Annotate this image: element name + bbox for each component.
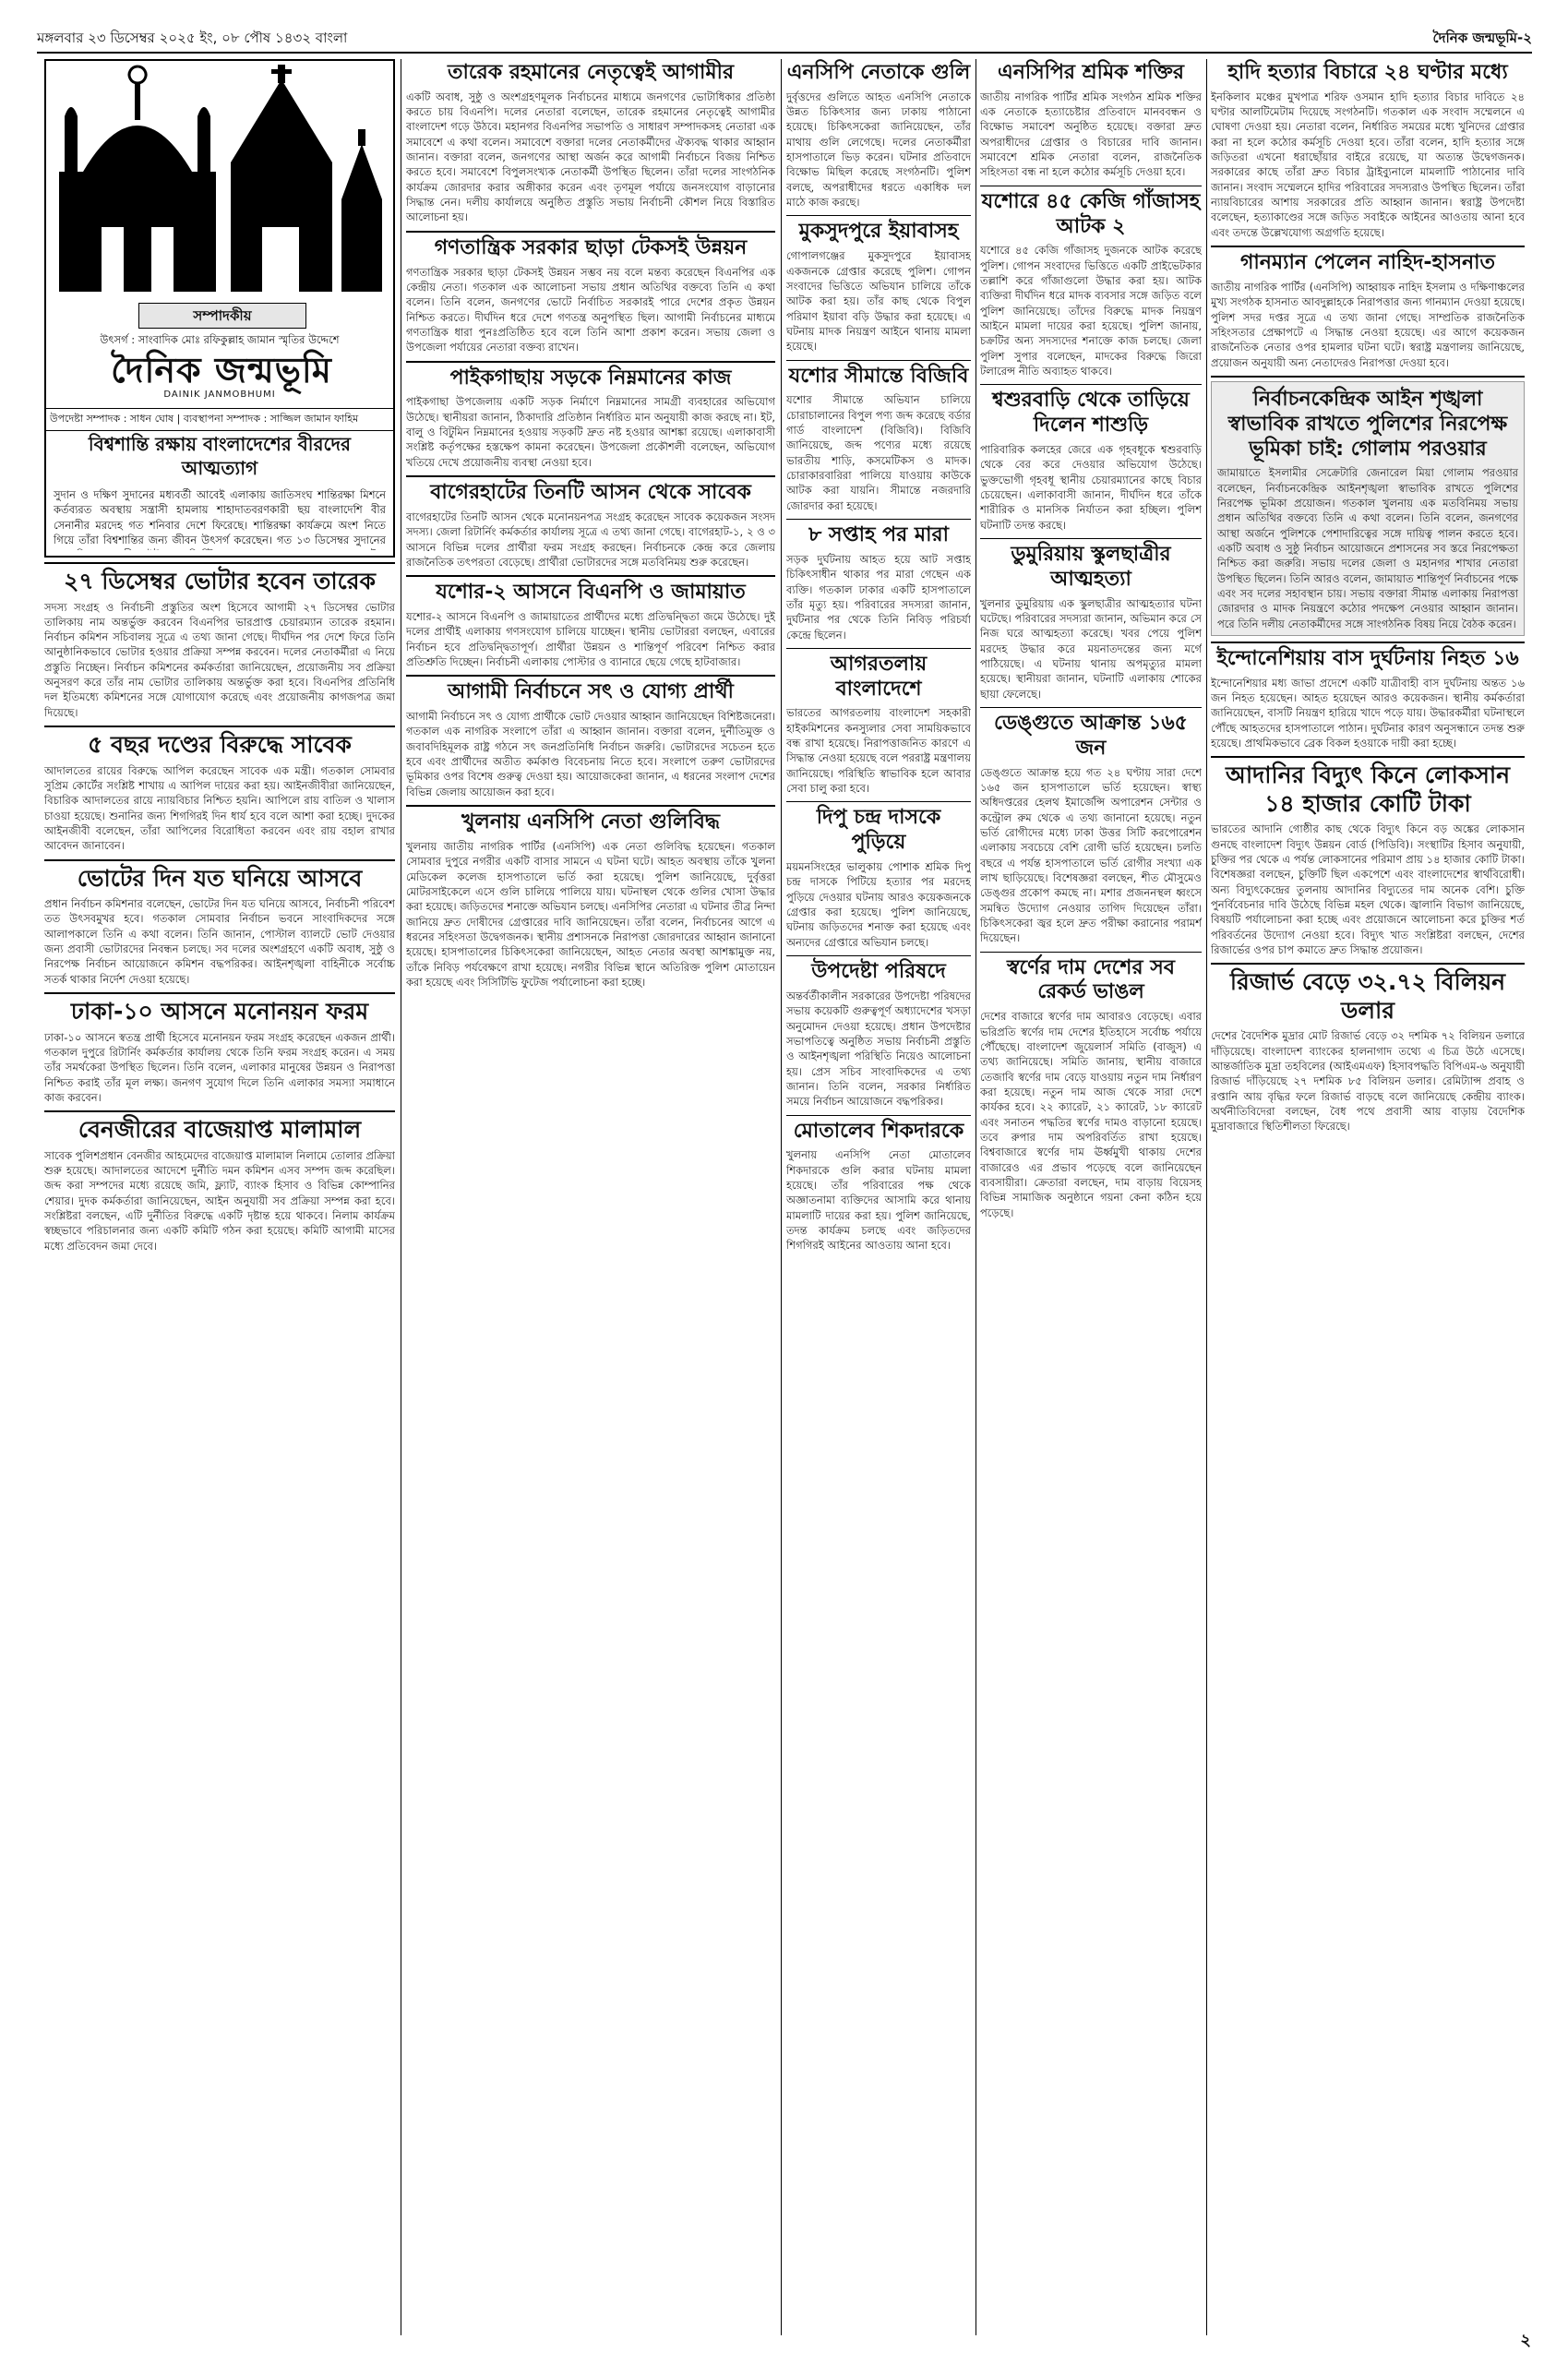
- article-headline: মুকসুদপুরে ইয়াবাসহ: [798, 220, 959, 244]
- article-advisors: [786, 960, 971, 1109]
- article-hadi: [1211, 61, 1525, 240]
- article-body: ভারতের আগরতলায় বাংলাদেশ সহকারী হাইকমিশনের কনস্যুলার সেবা সাময়িকভাবে বন্ধ রাখা হয়েছে। নিরাপত্তাজনিত কারণে এ সিদ্ধান্ত নেওয়া হয়েছে বলে পররাষ্ট্র মন্ত্রণালয় জানিয়েছে। পরিস্থিতি স্বাভাবিক হলে আবার সেবা চালু করা হবে।: [786, 706, 971, 796]
- article-benazir: [44, 1116, 395, 1253]
- section-rule: [406, 575, 775, 577]
- article-body: ময়মনসিংহের ভালুকায় পোশাক শ্রমিক দিপু চন্দ্র দাসকে পিটিয়ে হত্যার পর মরদেহ পুড়িয়ে দেওয়ার ঘটনায় আরও কয়েকজনকে গ্রেপ্তার করা হয়েছে। পুলিশ জানিয়েছে, ঘটনায় জড়িতদের শনাক্ত করা হয়েছে এবং অন্যদের গ্রেপ্তারে অভিযান চলছে।: [786, 860, 971, 949]
- article-headline: যশোরে ৪৫ কেজি গাঁজাসহ আটক ২: [981, 189, 1201, 238]
- article-body: প্রধান নির্বাচন কমিশনার বলেছেন, ভোটের দিন যত ঘনিয়ে আসবে, নির্বাচনী পরিবেশ তত উৎসবমুখর হবে। গতকাল সোমবার নির্বাচন ভবনে সাংবাদিকদের সঙ্গে আলাপকালে তিনি এ কথা বলেন। তিনি জানান, পোস্টাল ব্যালটে ভোট দেওয়ার জন্য প্রবাসী ভোটারদের নিবন্ধন চলছে। সব দলের অংশগ্রহণে একটি অবাধ, সুষ্ঠু ও নিরপেক্ষ নির্বাচন আয়োজনে কমিশন বদ্ধপরিকর। আইনশৃঙ্খলা বাহিনীকে সর্বোচ্চ সতর্ক থাকার নির্দেশ দেওয়া হয়েছে।: [44, 897, 395, 986]
- section-rule: [786, 215, 971, 216]
- editorial-title: বিশ্বশান্তি রক্ষায় বাংলাদেশের বীরদের আত্মত্যাগ: [88, 433, 352, 479]
- section-rule: [1211, 376, 1525, 378]
- article-body: ইনকিলাব মঞ্চের মুখপাত্র শরিফ ওসমান হাদি হত্যার বিচার দাবিতে ২৪ ঘণ্টার আলটিমেটাম দিয়েছে সংগঠনটি। গতকাল এক সংবাদ সম্মেলনে এ ঘোষণা দেওয়া হয়। নেতারা বলেন, নির্ধারিত সময়ের মধ্যে খুনিদের গ্রেপ্তার করা না হলে কঠোর কর্মসূচি দেওয়া হবে। তাঁরা বলেন, হাদি হত্যার সঙ্গে জড়িতরা এখনো ধরাছোঁয়ার বাইরে রয়েছে, যা অত্যন্ত উদ্বেগজনক। সরকারের কাছে তাঁরা দ্রুত বিচার ট্রাইব্যুনালে মামলাটি পাঠানোর দাবি জানান। সংবাদ সম্মেলনে হাদির পরিবারের সদস্যরাও উপস্থিত ছিলেন। তাঁরা ন্যায়বিচারের আশায় সরকারের প্রতি আহ্বান জানান। স্বরাষ্ট্র উপদেষ্টা বলেছেন, হত্যাকাণ্ডের সঙ্গে জড়িত সবাইকে আইনের আওতায় আনা হবে এবং তদন্তে উল্লেখযোগ্য অগ্রগতি হয়েছে।: [1211, 90, 1525, 239]
- section-rule: [406, 475, 775, 477]
- section-rule: [406, 231, 775, 233]
- article-headline: আগামী নির্বাচনে সৎ ও যোগ্য প্রার্থী: [448, 680, 734, 704]
- article-jessore-bgb: [786, 365, 971, 513]
- article-ganaman: [1211, 251, 1525, 370]
- article-headline: তারেক রহমানের নেতৃত্বেই আগামীর: [447, 61, 735, 84]
- article-adani: [1211, 762, 1525, 957]
- section-rule: [44, 859, 395, 861]
- page-header: [37, 28, 1532, 46]
- article-body: জামায়াতে ইসলামীর সেক্রেটারি জেনারেল মিয়া গোলাম পরওয়ার বলেছেন, নির্বাচনকেন্দ্রিক আইনশৃঙ্খলা স্বাভাবিক রাখতে পুলিশের নিরপেক্ষ ভূমিকা প্রয়োজন। গতকাল খুলনায় এক মতবিনিময় সভায় প্রধান অতিথির বক্তব্যে তিনি এ কথা বলেন। তিনি বলেন, জনগণের আস্থা অর্জনে পুলিশকে পেশাদারিত্বের সঙ্গে দায়িত্ব পালন করতে হবে। একটি অবাধ ও সুষ্ঠু নির্বাচন আয়োজনে প্রশাসনের সব স্তরে নিরপেক্ষতা নিশ্চিত করা জরুরি। সভায় দলের জেলা ও মহানগর শাখার নেতারা উপস্থিত ছিলেন। তিনি আরও বলেন, জামায়াত শান্তিপূর্ণ নির্বাচনের পক্ষে এবং সব দলের সহাবস্থান চায়। সভায় বক্তারা সীমান্ত এলাকায় নিরাপত্তা জোরদার ও মাদক নিয়ন্ত্রণে কঠোর পদক্ষেপ নেওয়ার আহ্বান জানান। পরে তিনি দলীয় নেতাকর্মীদের সঙ্গে সাংগঠনিক বিষয় নিয়ে বৈঠক করেন।: [1217, 466, 1518, 630]
- article-headline: এনসিপির শ্রমিক শক্তির: [997, 61, 1185, 84]
- article-indonesia: [1211, 647, 1525, 750]
- article-headline: শ্বশুরবাড়ি থেকে তাড়িয়ে দিলেন শাশুড়ি: [992, 389, 1190, 438]
- article-tarek-vote: [44, 568, 395, 720]
- article-headline: খুলনায় এনসিপি নেতা গুলিবিদ্ধ: [461, 810, 721, 834]
- editorial-body: সুদান ও দক্ষিণ সুদানের মধ্যবর্তী আবেই এলাকায় জাতিসংঘ শান্তিরক্ষা মিশনে কর্তব্যরত অবস্থায় সন্ত্রাসী হামলায় শাহাদাতবরণকারী ছয় বাংলাদেশি বীর সেনানীর মরদেহ গত শনিবার দেশে ফিরেছে। শান্তিরক্ষা কার্যক্রমে অংশ নিতে গিয়ে তাঁরা বিশ্বশান্তির জন্য জীবন উৎসর্গ করেছেন। গত ১৩ ডিসেম্বর সুদানের: [54, 488, 386, 546]
- article-headline: আগরতলায় বাংলাদেশে: [830, 652, 928, 701]
- article-headline: পাইকগাছায় সড়কে নিম্নমানের কাজ: [449, 366, 732, 390]
- article-body: আদালতের রায়ের বিরুদ্ধে আপিল করেছেন সাবেক এক মন্ত্রী। গতকাল সোমবার সুপ্রিম কোর্টের সংশ্লিষ্ট শাখায় এ আপিল দায়ের করা হয়। আইনজীবীরা জানিয়েছেন, বিচারিক আদালতের রায়ে ন্যায়বিচার নিশ্চিত হয়নি। আপিলে রায় বাতিল ও খালাস চাওয়া হয়েছে। শুনানির জন্য শিগগিরই দিন ধার্য হবে বলে আশা করা হচ্ছে। দুদকের আইনজীবী বলেছেন, তাঁরা আপিলের বিরোধিতা করবেন এবং রায় বহাল রাখার আবেদন জানাবেন।: [44, 763, 395, 853]
- article-body: আগামী নির্বাচনে সৎ ও যোগ্য প্রার্থীকে ভোট দেওয়ার আহ্বান জানিয়েছেন বিশিষ্টজনেরা। গতকাল এক নাগরিক সংলাপে তাঁরা এ আহ্বান জানান। বক্তারা বলেন, দুর্নীতিমুক্ত ও জবাবদিহিমূলক রাষ্ট্র গঠনে সৎ জনপ্রতিনিধি নির্বাচন জরুরি। ভোটারদের সচেতন হতে হবে এবং প্রার্থীদের অতীত কর্মকাণ্ড বিবেচনায় নিতে হবে। সংলাপে তরুণ ভোটারদের ভূমিকার ওপর বিশেষ গুরুত্ব দেওয়া হয়। আয়োজকেরা জানান, এ ধরনের সংলাপ দেশের বিভিন্ন জেলায় আয়োজন করা হবে।: [406, 710, 775, 798]
- article-dumuria: [980, 543, 1202, 702]
- article-body: দেশের বাজারে স্বর্ণের দাম আবারও বেড়েছে। এবার ভরিপ্রতি স্বর্ণের দাম দেশের ইতিহাসে সর্বোচ্চ পর্যায়ে পৌঁছেছে। বাংলাদেশ জুয়েলার্স সমিতি (বাজুস) এ তথ্য জানিয়েছে। সমিতি জানায়, স্থানীয় বাজারে তেজাবি স্বর্ণের দাম বেড়ে যাওয়ায় নতুন দাম নির্ধারণ করা হয়েছে। নতুন দাম আজ থেকে সারা দেশে কার্যকর হবে। ২২ ক্যারেট, ২১ ক্যারেট, ১৮ ক্যারেট এবং সনাতন পদ্ধতির স্বর্ণের দামও বাড়ানো হয়েছে। তবে রুপার দাম অপরিবর্তিত রাখা হয়েছে। বিশ্ববাজারে স্বর্ণের দাম ঊর্ধ্বমুখী থাকায় দেশের বাজারেও এর প্রভাব পড়েছে বলে জানিয়েছেন ব্যবসায়ীরা। ক্রেতারা বলছেন, দাম বাড়ায় বিয়েসহ বিভিন্ন সামাজিক অনুষ্ঠানে গয়না কেনা কঠিন হয়ে পড়েছে।: [980, 1010, 1202, 1219]
- article-headline: বেনজীরের বাজেয়াপ্ত মালামাল: [78, 1116, 362, 1144]
- section-rule: [786, 955, 971, 956]
- section-rule: [786, 648, 971, 649]
- article-headline: উপদেষ্টা পরিষদে: [811, 960, 946, 984]
- article-tarek-leader: [406, 61, 775, 225]
- article-headline: ডেঙ্গুতে আক্রান্ত ১৬৫ জন: [994, 711, 1188, 760]
- article-headline: গণতান্ত্রিক সরকার ছাড়া টেকসই উন্নয়ন: [434, 235, 748, 259]
- article-body: পারিবারিক কলহের জেরে এক গৃহবধূকে শ্বশুরবাড়ি থেকে বের করে দেওয়ার অভিযোগ উঠেছে। ভুক্তভোগী গৃহবধূ স্থানীয় চেয়ারম্যানের কাছে বিচার চেয়েছেন। এলাকাবাসী জানান, দীর্ঘদিন ধরে তাঁকে শারীরিক ও মানসিক নির্যাতন করা হচ্ছিল। পুলিশ ঘটনাটি তদন্ত করছে।: [980, 443, 1202, 532]
- article-body: খুলনার ডুমুরিয়ায় এক স্কুলছাত্রীর আত্মহত্যার ঘটনা ঘটেছে। পরিবারের সদস্যরা জানান, অভিমান করে সে নিজ ঘরে আত্মহত্যা করেছে। খবর পেয়ে পুলিশ মরদেহ উদ্ধার করে ময়নাতদন্তের জন্য মর্গে পাঠিয়েছে। এ ঘটনায় থানায় অপমৃত্যুর মামলা হয়েছে। স্থানীয়রা জানান, ঘটনাটি এলাকায় শোকের ছায়া ফেলেছে।: [980, 596, 1202, 701]
- article-body: যশোর-২ আসনে বিএনপি ও জামায়াতের প্রার্থীদের মধ্যে প্রতিদ্বন্দ্বিতা জমে উঠেছে। দুই দলের প্রার্থীই এলাকায় গণসংযোগ চালিয়ে যাচ্ছেন। স্থানীয় ভোটাররা বলছেন, এবারের নির্বাচন হবে প্রতিদ্বন্দ্বিতাপূর্ণ। প্রার্থীরা উন্নয়ন ও শান্তিপূর্ণ পরিবেশ নিশ্চিত করার প্রতিশ্রুতি দিচ্ছেন। নির্বাচনী এলাকায় পোস্টার ও ব্যানারে ছেয়ে গেছে হাটবাজার।: [406, 610, 775, 668]
- article-body: ইন্দোনেশিয়ার মধ্য জাভা প্রদেশে একটি যাত্রীবাহী বাস দুর্ঘটনায় অন্তত ১৬ জন নিহত হয়েছেন। আহত হয়েছেন আরও কয়েকজন। স্থানীয় কর্মকর্তারা জানিয়েছেন, বাসটি নিয়ন্ত্রণ হারিয়ে খাদে পড়ে যায়। উদ্ধারকর্মীরা ঘটনাস্থলে পৌঁছে আহতদের হাসপাতালে পাঠান। দুর্ঘটনার কারণ অনুসন্ধানে তদন্ত শুরু হয়েছে। প্রাথমিকভাবে ব্রেক বিকল হওয়াকে দায়ী করা হচ্ছে।: [1211, 676, 1525, 750]
- article-body: বাগেরহাটের তিনটি আসন থেকে মনোনয়নপত্র সংগ্রহ করেছেন সাবেক কয়েকজন সংসদ সদস্য। জেলা রিটার্নিং কর্মকর্তার কার্যালয় সূত্রে এ তথ্য জানা গেছে। বাগেরহাট-১, ২ ও ৩ আসনে বিভিন্ন দলের প্রার্থীরা ফরম সংগ্রহ করছেন। নির্বাচনকে কেন্দ্র করে জেলায় রাজনৈতিক তৎপরতা বেড়েছে। প্রার্থীরা ভোটারদের সঙ্গে মতবিনিময় শুরু করেছেন।: [406, 510, 775, 569]
- section-rule: [406, 361, 775, 363]
- article-ncp-shot: [786, 61, 971, 210]
- article-bhola-death: [980, 389, 1202, 533]
- section-rule: [786, 519, 971, 520]
- article-headline: ঢাকা-১০ আসনে মনোনয়ন ফরম: [70, 998, 369, 1026]
- section-rule: [980, 384, 1202, 385]
- article-motaleb: [786, 1120, 971, 1253]
- article-bagerhat: [406, 481, 775, 570]
- article-body: গোপালগঞ্জের মুকসুদপুরে ইয়াবাসহ একজনকে গ্রেপ্তার করেছে পুলিশ। গোপন সংবাদের ভিত্তিতে অভিযান চালিয়ে তাঁকে আটক করা হয়। তাঁর কাছ থেকে বিপুল পরিমাণ ইয়াবা বড়ি উদ্ধার করা হয়েছে। এ ঘটনায় মাদক নিয়ন্ত্রণ আইনে থানায় মামলা হয়েছে।: [786, 249, 971, 354]
- masthead-english: DAINIK JANMOBHUMI: [163, 390, 276, 400]
- article-body: দুর্বৃত্তদের গুলিতে আহত এনসিপি নেতাকে উন্নত চিকিৎসার জন্য ঢাকায় পাঠানো হয়েছে। চিকিৎসকেরা জানিয়েছেন, তাঁর মাথায় গুলি লেগেছে। দলের নেতাকর্মীরা হাসপাতালে ভিড় করেন। ঘটনার প্রতিবাদে বিক্ষোভ মিছিল করেছে সংগঠনটি। পুলিশ বলছে, অপরাধীদের ধরতে একাধিক দল মাঠে কাজ করছে।: [786, 90, 971, 210]
- column-1: [44, 59, 395, 2335]
- article-democracy: [406, 236, 775, 355]
- section-rule: [1211, 963, 1525, 965]
- column-5: [1211, 59, 1525, 2335]
- article-dengue: [980, 712, 1202, 946]
- article-honest-candidate: [406, 680, 775, 799]
- article-headline: নির্বাচনকেন্দ্রিক আইন শৃঙ্খলা স্বাভাবিক রাখতে পুলিশের নিরপেক্ষ ভূমিকা চাই: গোলাম পরওয়ার: [1227, 387, 1508, 461]
- section-rule: [44, 992, 395, 994]
- issue-date: মঙ্গলবার ২৩ ডিসেম্বর ২০২৫ ইং, ০৮ পৌষ ১৪৩২ বাংলা: [37, 30, 348, 46]
- article-headline: দিপু চন্দ্র দাসকে পুড়িয়ে: [816, 806, 941, 855]
- section-rule: [44, 562, 395, 564]
- article-headline: গানম্যান পেলেন নাহিদ-হাসনাত: [1239, 251, 1496, 275]
- article-body: ডেঙ্গুতে আক্রান্ত হয়ে গত ২৪ ঘণ্টায় সারা দেশে ১৬৫ জন হাসপাতালে ভর্তি হয়েছেন। স্বাস্থ্য অধিদপ্তরের হেলথ ইমার্জেন্সি অপারেশন সেন্টার ও কন্ট্রোল রুম থেকে এ তথ্য জানানো হয়েছে। নতুন ভর্তি রোগীদের মধ্যে ঢাকা উত্তর সিটি করপোরেশন এলাকায় সবচেয়ে বেশি রোগী ভর্তি হয়েছেন। চলতি বছরে এ পর্যন্ত হাসপাতালে ভর্তি রোগীর সংখ্যা এক লাখ ছাড়িয়েছে। বিশেষজ্ঞরা বলছেন, শীত মৌসুমেও ডেঙ্গুর প্রকোপ কমছে না। মশার প্রজননস্থল ধ্বংসে সমন্বিত উদ্যোগ নেওয়ার তাগিদ দিয়েছেন তাঁরা। চিকিৎসকেরা জ্বর হলে দ্রুত পরীক্ষা করানোর পরামর্শ দিয়েছেন।: [980, 765, 1202, 945]
- masthead-title: দৈনিক জন্মভূমি: [111, 349, 332, 390]
- section-rule: [44, 1110, 395, 1112]
- article-body: গণতান্ত্রিক সরকার ছাড়া টেকসই উন্নয়ন সম্ভব নয় বলে মন্তব্য করেছেন বিএনপির এক কেন্দ্রীয় নেতা। গতকাল এক আলোচনা সভায় প্রধান অতিথির বক্তব্যে তিনি এ কথা বলেন। তিনি বলেন, জনগণের ভোটে নির্বাচিত সরকারই পারে দেশের প্রকৃত উন্নয়ন নিশ্চিত করতে। দীর্ঘদিন ধরে দেশে গণতন্ত্র অনুপস্থিত ছিল। আগামী নির্বাচনের মাধ্যমে গণতান্ত্রিক ধারা পুনঃপ্রতিষ্ঠিত হবে বলে তিনি আশা প্রকাশ করেন। সভায় জেলা ও উপজেলা পর্যায়ের নেতারা বক্তব্য রাখেন।: [406, 265, 775, 354]
- article-headline: স্বর্ণের দাম দেশের সব রেকর্ড ভাঙল: [1007, 955, 1175, 1004]
- article-agartala: [786, 653, 971, 797]
- article-paikgachha: [406, 366, 775, 470]
- section-rule: [980, 952, 1202, 953]
- column-divider: [781, 59, 782, 2335]
- article-headline: ৫ বছর দণ্ডের বিরুদ্ধে সাবেক: [88, 731, 352, 759]
- section-rule: [980, 538, 1202, 539]
- article-dhaka10: [44, 998, 395, 1105]
- article-headline: ৮ সপ্তাহ পর মারা: [808, 523, 949, 547]
- article-body: পাইকগাছা উপজেলায় একটি সড়ক নির্মাণে নিম্নমানের সামগ্রী ব্যবহারের অভিযোগ উঠেছে। স্থানীয়রা জানান, ঠিকাদারি প্রতিষ্ঠান নির্ধারিত মান অনুযায়ী কাজ করছে না। ইট, বালু ও বিটুমিন নিম্নমানের হওয়ায় সড়কটি দ্রুত নষ্ট হওয়ার আশঙ্কা রয়েছে। এলাকাবাসী সংশ্লিষ্ট কর্তৃপক্ষের হস্তক্ষেপ কামনা করেছেন। উপজেলা প্রকৌশলী বলেছেন, অভিযোগ খতিয়ে দেখে প্রয়োজনীয় ব্যবস্থা নেওয়া হবে।: [406, 395, 775, 469]
- article-headline: ২৭ ডিসেম্বর ভোটার হবেন তারেক: [64, 568, 376, 594]
- article-police-role: [1211, 381, 1525, 636]
- section-rule: [980, 707, 1202, 708]
- section-rule: [44, 726, 395, 727]
- article-headline: এনসিপি নেতাকে গুলি: [786, 61, 971, 84]
- article-eight-weeks: [786, 523, 971, 642]
- article-body: ভারতের আদানি গোষ্ঠীর কাছ থেকে বিদ্যুৎ কিনে বড় অঙ্কের লোকসান গুনছে বাংলাদেশ বিদ্যুৎ উন্নয়ন বোর্ড (পিডিবি)। সংস্থাটির হিসাব অনুযায়ী, চুক্তির পর থেকে এ পর্যন্ত লোকসানের পরিমাণ প্রায় ১৪ হাজার কোটি টাকা। বিশেষজ্ঞরা বলছেন, চুক্তিটি ছিল একপেশে এবং বাংলাদেশের স্বার্থবিরোধী। অন্য বিদ্যুৎকেন্দ্রের তুলনায় আদানির বিদ্যুতের দাম অনেক বেশি। চুক্তি পুনর্বিবেচনার দাবি উঠেছে বিভিন্ন মহল থেকে। জ্বালানি বিভাগ জানিয়েছে, বিষয়টি পর্যালোচনা করা হচ্ছে এবং প্রয়োজনে আলোচনা করে চুক্তির শর্ত পরিবর্তনের উদ্যোগ নেওয়া হবে। বিদ্যুৎ খাত সংশ্লিষ্টরা বলছেন, দেশের রিজার্ভের ওপর চাপ কমাতে দ্রুত সিদ্ধান্ত প্রয়োজন।: [1211, 822, 1525, 957]
- editorial-staff: উপদেষ্টা সম্পাদক : সাধন ঘোষ | ব্যবস্থাপনা সম্পাদক : সাজ্জিল জামান ফাহিম: [46, 408, 393, 431]
- paper-name-page: দৈনিক জন্মভূমি-২: [1432, 30, 1532, 46]
- section-rule: [786, 360, 971, 361]
- editorial-box: [44, 59, 395, 558]
- article-khulna-ncp: [406, 810, 775, 990]
- article-body: খুলনায় এনসিপি নেতা মোতালেব শিকদারকে গুলি করার ঘটনায় মামলা হয়েছে। তাঁর পরিবারের পক্ষ থেকে অজ্ঞাতনামা ব্যক্তিদের আসামি করে থানায় মামলাটি দায়ের করা হয়। পুলিশ জানিয়েছে, তদন্ত কার্যক্রম চলছে এবং জড়িতদের শিগগিরই আইনের আওতায় আনা হবে।: [786, 1148, 971, 1253]
- section-rule: [786, 801, 971, 802]
- column-3: [786, 59, 971, 2335]
- article-headline: ভোটের দিন যত ঘনিয়ে আসবে: [77, 864, 363, 892]
- article-body: সাবেক পুলিশপ্রধান বেনজীর আহমেদের বাজেয়াপ্ত মালামাল নিলামে তোলার প্রক্রিয়া শুরু হয়েছে। আদালতের আদেশে দুর্নীতি দমন কমিশন এসব সম্পদ জব্দ করেছিল। জব্দ করা সম্পদের মধ্যে রয়েছে জমি, ফ্ল্যাট, ব্যাংক হিসাব ও বিভিন্ন কোম্পানির শেয়ার। দুদক কর্মকর্তারা জানিয়েছেন, আইন অনুযায়ী সব প্রক্রিয়া সম্পন্ন করা হবে। সংশ্লিষ্টরা বলছেন, এটি দুর্নীতির বিরুদ্ধে একটি দৃষ্টান্ত হয়ে থাকবে। নিলাম কার্যক্রম স্বচ্ছভাবে পরিচালনার জন্য একটি কমিটি গঠন করা হয়েছে। কমিটি আগামী মাসের মধ্যে প্রতিবেদন জমা দেবে।: [44, 1148, 395, 1253]
- section-rule: [1211, 246, 1525, 247]
- editorial-label: সম্পাদকীয়: [138, 303, 306, 329]
- article-body: একটি অবাধ, সুষ্ঠু ও অংশগ্রহণমূলক নির্বাচনের মাধ্যমে জনগণের ভোটাধিকার প্রতিষ্ঠা করতে চায় বিএনপি। দলের নেতারা বলেছেন, তারেক রহমানের নেতৃত্বেই আগামীর বাংলাদেশ গড়ে উঠবে। মহানগর বিএনপির সভাপতি ও সাধারণ সম্পাদকসহ নেতারা এক সমাবেশে এ কথা বলেন। সমাবেশে বক্তারা দলের নেতাকর্মীদের ঐক্যবদ্ধ থাকার আহ্বান জানান। বক্তারা বলেন, জনগণের আস্থা অর্জন করে আগামী নির্বাচনে বিজয় নিশ্চিত করতে হবে। সমাবেশে বিপুলসংখ্যক নেতাকর্মী উপস্থিত ছিলেন। তাঁরা দলের সাংগঠনিক কার্যক্রম জোরদার করার অঙ্গীকার করেন এবং তৃণমূল পর্যায়ে জনসংযোগ বাড়ানোর সিদ্ধান্ত নেন। দলীয় কার্যালয়ে অনুষ্ঠিত প্রস্তুতি সভায় নির্বাচনী কৌশল নিয়ে বিস্তারিত আলোচনা হয়।: [406, 90, 775, 224]
- article-headline: যশোর-২ আসনে বিএনপি ও জামায়াত: [436, 581, 746, 605]
- article-body: দেশের বৈদেশিক মুদ্রার মোট রিজার্ভ বেড়ে ৩২ দশমিক ৭২ বিলিয়ন ডলারে দাঁড়িয়েছে। বাংলাদেশ ব্যাংকের হালনাগাদ তথ্যে এ চিত্র উঠে এসেছে। আন্তর্জাতিক মুদ্রা তহবিলের (আইএমএফ) হিসাবপদ্ধতি বিপিএম-৬ অনুযায়ী রিজার্ভ দাঁড়িয়েছে ২৭ দশমিক ৮৫ বিলিয়ন ডলার। রেমিট্যান্স প্রবাহ ও রপ্তানি আয় বৃদ্ধির ফলে রিজার্ভ বাড়ছে বলে জানিয়েছে কেন্দ্রীয় ব্যাংক। অর্থনীতিবিদেরা বলছেন, বৈধ পথে প্রবাসী আয় বাড়ায় বৈদেশিক মুদ্রাবাজারে স্থিতিশীলতা ফিরেছে।: [1211, 1029, 1525, 1134]
- article-body: জাতীয় নাগরিক পার্টির (এনসিপি) আহ্বায়ক নাহিদ ইসলাম ও দক্ষিণাঞ্চলের মুখ্য সংগঠক হাসনাত আবদুল্লাহকে নিরাপত্তার জন্য গানম্যান দেওয়া হয়েছে। পুলিশ সদর দপ্তর সূত্রে এ তথ্য জানা গেছে। সাম্প্রতিক রাজনৈতিক সহিংসতার প্রেক্ষাপটে এ সিদ্ধান্ত নেওয়া হয়েছে। এর আগে কয়েকজন রাজনৈতিক নেতার ওপর হামলার ঘটনা ঘটে। স্বরাষ্ট্র মন্ত্রণালয় জানিয়েছে, প্রয়োজন অনুযায়ী অন্য নেতাদেরও নিরাপত্তা দেওয়া হবে।: [1211, 280, 1525, 369]
- article-body: যশোর সীমান্তে অভিযান চালিয়ে চোরাচালানের বিপুল পণ্য জব্দ করেছে বর্ডার গার্ড বাংলাদেশ (বিজিবি)। বিজিবি জানিয়েছে, জব্দ পণ্যের মধ্যে রয়েছে ভারতীয় শাড়ি, কসমেটিকস ও মাদক। চোরাকারবারিরা পালিয়ে যাওয়ায় কাউকে আটক করা যায়নি। সীমান্তে নজরদারি জোরদার করা হয়েছে।: [786, 393, 971, 512]
- column-divider: [1206, 59, 1207, 2335]
- article-jessore-ganja: [980, 190, 1202, 379]
- article-headline: ইন্দোনেশিয়ায় বাস দুর্ঘটনায় নিহত ১৬: [1216, 647, 1519, 670]
- article-headline: বাগেরহাটের তিনটি আসন থেকে সাবেক: [430, 481, 751, 505]
- article-reserve: [1211, 968, 1525, 1134]
- article-five-years: [44, 731, 395, 853]
- section-rule: [406, 805, 775, 807]
- section-rule: [1211, 756, 1525, 758]
- article-gold: [980, 956, 1202, 1220]
- article-headline: মোতালেব শিকদারকে: [793, 1119, 964, 1143]
- article-headline: হাদি হত্যার বিচারে ২৪ ঘণ্টার মধ্যে: [1227, 61, 1508, 84]
- dedication-line: উৎসর্গ : সাংবাদিক মোঃ রফিকুল্লাহ জামান স্মৃতির উদ্দেশে: [100, 333, 340, 346]
- column-2: [406, 59, 775, 2335]
- page-number: ২: [1520, 2331, 1531, 2350]
- article-vote-day: [44, 865, 395, 987]
- column-4: [980, 59, 1202, 2335]
- article-headline: আদানির বিদ্যুৎ কিনে লোকসান ১৪ হাজার কোটি টাকা: [1225, 762, 1511, 817]
- article-headline: ডুমুরিয়ায় স্কুলছাত্রীর আত্মহত্যা: [1011, 543, 1171, 591]
- article-body: জাতীয় নাগরিক পার্টির শ্রমিক সংগঠন শ্রমিক শক্তির এক নেতাকে হত্যাচেষ্টার প্রতিবাদে মানববন্ধন ও বিক্ষোভ সমাবেশ অনুষ্ঠিত হয়েছে। বক্তারা দ্রুত অপরাধীদের গ্রেপ্তার ও বিচারের দাবি জানান। সমাবেশে শ্রমিক নেতারা বলেন, রাজনৈতিক সহিংসতা বন্ধ না হলে কঠোর কর্মসূচি দেওয়া হবে।: [980, 90, 1202, 179]
- article-dipu: [786, 806, 971, 950]
- article-ncp-labor: [980, 61, 1202, 180]
- article-mukshudpur: [786, 220, 971, 354]
- mosque-temple-church-logo-icon: [46, 61, 393, 301]
- article-body: খুলনায় জাতীয় নাগরিক পার্টির (এনসিপি) এক নেতা গুলিবিদ্ধ হয়েছেন। গতকাল সোমবার দুপুরে নগরীর একটি বাসার সামনে এ ঘটনা ঘটে। আহত অবস্থায় তাঁকে খুলনা মেডিকেল কলেজ হাসপাতালে ভর্তি করা হয়েছে। পুলিশ জানিয়েছে, দুর্বৃত্তরা মোটরসাইকেলে এসে গুলি চালিয়ে পালিয়ে যায়। ঘটনাস্থল থেকে গুলির খোসা উদ্ধার করা হয়েছে। জড়িতদের শনাক্তে অভিযান চলছে। এনসিপির নেতারা এ ঘটনার তীব্র নিন্দা জানিয়ে দ্রুত দোষীদের গ্রেপ্তারের দাবি জানিয়েছেন। তাঁরা বলেন, নির্বাচনের আগে এ ধরনের সহিংসতা উদ্বেগজনক। স্থানীয় প্রশাসনকে নিরাপত্তা জোরদারের আহ্বান জানানো হয়েছে। হাসপাতালের চিকিৎসকেরা জানিয়েছেন, আহত নেতার অবস্থা আশঙ্কামুক্ত নয়, তাঁকে নিবিড় পর্যবেক্ষণে রাখা হয়েছে। নগরীর বিভিন্ন স্থানে অতিরিক্ত পুলিশ মোতায়েন করা হয়েছে এবং সিসিটিভি ফুটেজ পর্যালোচনা করা হচ্ছে।: [406, 839, 775, 989]
- header-rule: [37, 52, 1532, 54]
- article-headline: রিজার্ভ বেড়ে ৩২.৭২ বিলিয়ন ডলার: [1229, 968, 1506, 1024]
- section-rule: [786, 1115, 971, 1116]
- section-rule: [1211, 642, 1525, 643]
- article-headline: যশোর সীমান্তে বিজিবি: [788, 364, 969, 388]
- article-body: সড়ক দুর্ঘটনায় আহত হয়ে আট সপ্তাহ চিকিৎসাধীন থাকার পর মারা গেছেন এক ব্যক্তি। গতকাল ঢাকার একটি হাসপাতালে তাঁর মৃত্যু হয়। পরিবারের সদস্যরা জানান, দুর্ঘটনার পর থেকে তিনি নিবিড় পরিচর্যা কেন্দ্রে ছিলেন।: [786, 552, 971, 642]
- article-body: সদস্য সংগ্রহ ও নির্বাচনী প্রস্তুতির অংশ হিসেবে আগামী ২৭ ডিসেম্বর ভোটার তালিকায় নাম অন্তর্ভুক্ত করবেন বিএনপির ভারপ্রাপ্ত চেয়ারম্যান তারেক রহমান। নির্বাচন কমিশন সচিবালয় সূত্রে এ তথ্য জানা গেছে। দীর্ঘদিন পর দেশে ফিরে তিনি আনুষ্ঠানিকভাবে ভোটার হওয়ার প্রক্রিয়া সম্পন্ন করবেন। দলের নেতাকর্মীরা এ নিয়ে প্রস্তুতি নিচ্ছেন। নির্বাচন কমিশনের কর্মকর্তারা জানিয়েছেন, প্রয়োজনীয় সব প্রক্রিয়া অনুসরণ করে তাঁর নাম ভোটার তালিকায় অন্তর্ভুক্ত করা হবে। বিএনপির প্রতিনিধি দল ইতিমধ্যে কমিশনের সঙ্গে যোগাযোগ করেছে এবং প্রয়োজনীয় কাগজপত্র জমা দিয়েছে।: [44, 600, 395, 719]
- section-rule: [406, 675, 775, 677]
- article-jessore2: [406, 581, 775, 669]
- article-body: অন্তর্বর্তীকালীন সরকারের উপদেষ্টা পরিষদের সভায় কয়েকটি গুরুত্বপূর্ণ অধ্যাদেশের খসড়া অনুমোদন দেওয়া হয়েছে। প্রধান উপদেষ্টার সভাপতিত্বে অনুষ্ঠিত সভায় নির্বাচনী প্রস্তুতি ও আইনশৃঙ্খলা পরিস্থিতি নিয়েও আলোচনা হয়। প্রেস সচিব সাংবাদিকদের এ তথ্য জানান। তিনি বলেন, সরকার নির্ধারিত সময়ে নির্বাচন আয়োজনে বদ্ধপরিকর।: [786, 989, 971, 1109]
- article-body: ঢাকা-১০ আসনে স্বতন্ত্র প্রার্থী হিসেবে মনোনয়ন ফরম সংগ্রহ করেছেন একজন প্রার্থী। গতকাল দুপুরে রিটার্নিং কর্মকর্তার কার্যালয় থেকে তিনি ফরম সংগ্রহ করেন। এ সময় তাঁর সমর্থকেরা উপস্থিত ছিলেন। তিনি বলেন, এলাকার মানুষের উন্নয়ন ও নিরাপত্তা নিশ্চিত করাই তাঁর মূল লক্ষ্য। জনগণ সুযোগ দিলে তিনি এলাকার সমস্যা সমাধানে কাজ করবেন।: [44, 1030, 395, 1104]
- article-body: যশোরে ৪৫ কেজি গাঁজাসহ দুজনকে আটক করেছে পুলিশ। গোপন সংবাদের ভিত্তিতে একটি প্রাইভেটকার তল্লাশি করে গাঁজাগুলো উদ্ধার করা হয়। আটক ব্যক্তিরা দীর্ঘদিন ধরে মাদক ব্যবসার সঙ্গে জড়িত বলে পুলিশ জানিয়েছে। তাঁদের বিরুদ্ধে মাদক নিয়ন্ত্রণ আইনে মামলা দায়ের করা হয়েছে। পুলিশ জানায়, চক্রটির অন্য সদস্যদের শনাক্তে কাজ চলছে। জেলা পুলিশ সুপার বলেছেন, মাদকের বিরুদ্ধে জিরো টলারেন্স নীতি অব্যাহত থাকবে।: [980, 244, 1202, 378]
